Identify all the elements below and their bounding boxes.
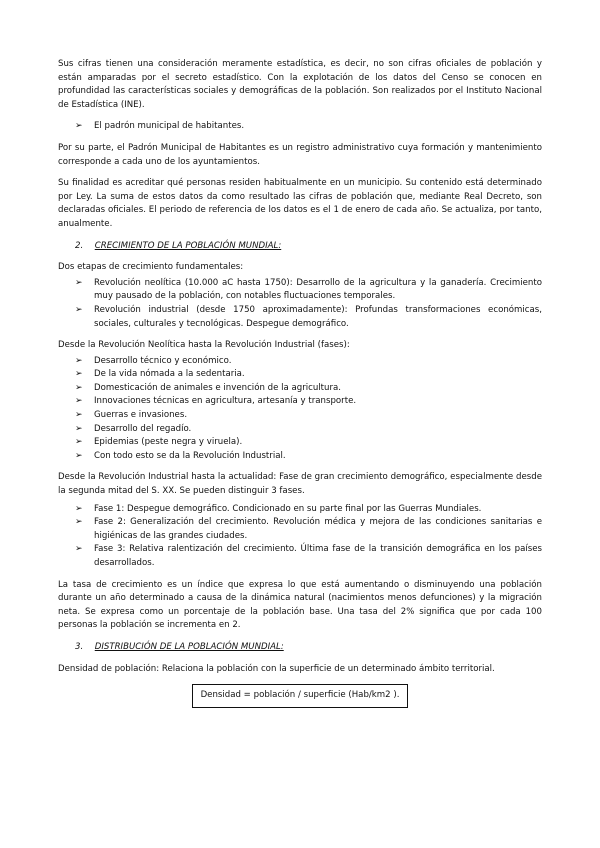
list-item	[58, 436, 542, 450]
list-item	[58, 355, 542, 369]
section-number: 3.	[75, 641, 84, 652]
arrow-bullet-icon: ➢	[75, 437, 83, 448]
list-item-text: Domesticación de animales e invención de la agricultura.	[94, 382, 342, 393]
arrow-bullet-icon: ➢	[75, 517, 83, 528]
paragraph-intro: Sus cifras tienen una consideración meramente estadística, es decir, no son cifras oficiales de población y están amparadas por el secreto estadístico. Con la explotación de los datos del Censo se conocen en profundidad las características sociales y demográficas de la población. Son realizados por el Instituto Nacional de Estadística (INE).	[58, 59, 542, 110]
section-number: 2.	[75, 240, 84, 251]
arrow-bullet-icon: ➢	[75, 355, 83, 366]
paragraph-industrial: Desde la Revolución Industrial hasta la actualidad: Fase de gran crecimiento demográfico, especialmente desde la segunda mitad del S. XX. Se pueden distinguir 3 fases.	[58, 472, 542, 497]
paragraph-padron-1: Por su parte, el Padrón Municipal de Habitantes es un registro administrativo cuya formación y mantenimiento corresponde a cada uno de los ayuntamientos.	[58, 142, 542, 167]
list-item-text: Con todo esto se da la Revolución Industrial.	[94, 450, 286, 461]
arrow-bullet-icon: ➢	[75, 277, 83, 288]
arrow-bullet-icon: ➢	[75, 369, 83, 380]
bullet-padron	[58, 120, 542, 134]
list-item	[58, 516, 542, 543]
list-item	[58, 409, 542, 423]
list-item-text: Epidemias (peste negra y viruela).	[94, 437, 243, 448]
bullet-padron-text: El padrón municipal de habitantes.	[94, 121, 245, 132]
arrow-bullet-icon: ➢	[75, 382, 83, 393]
arrow-bullet-icon: ➢	[75, 121, 83, 132]
list-item	[58, 277, 542, 304]
density-formula-box: Densidad = población / superficie (Hab/km2 ).	[192, 684, 409, 708]
arrow-bullet-icon: ➢	[75, 396, 83, 407]
list-item-text: Desarrollo del regadío.	[94, 423, 192, 434]
list-item	[58, 304, 542, 331]
list-item	[58, 503, 542, 517]
arrow-bullet-icon: ➢	[75, 450, 83, 461]
list-etapas	[58, 277, 542, 331]
paragraph-padron-2: Su finalidad es acreditar qué personas residen habitualmente en un municipio. Su contenido está determinado por Ley. La suma de estos datos da como resultado las cifras de población que, mediante Real Decreto, son declaradas oficiales. El periodo de referencia de los datos es el 1 de enero de cada año. Se actualiza, por tanto, anualmente.	[58, 178, 542, 229]
list-item-text: Desarrollo técnico y económico.	[94, 355, 232, 366]
section-heading-crecimiento	[58, 240, 542, 254]
list-item	[58, 543, 542, 570]
list-item	[58, 395, 542, 409]
arrow-bullet-icon: ➢	[75, 503, 83, 514]
document-body	[58, 58, 542, 708]
list-item	[58, 450, 542, 464]
section-heading-distribucion	[58, 641, 542, 655]
section-title: CRECIMIENTO DE LA POBLACIÓN MUNDIAL:	[94, 240, 282, 251]
list-item-text: Revolución neolítica (10.000 aC hasta 1750): Desarrollo de la agricultura y la ganadería. Crecimiento muy pausado de la población, con notables fluctuaciones temporales.	[94, 277, 542, 302]
list-item-text: Guerras e invasiones.	[94, 410, 188, 421]
list-item-text: De la vida nómada a la sedentaria.	[94, 369, 245, 380]
paragraph-densidad: Densidad de población: Relaciona la población con la superficie de un determinado ámbito territorial.	[58, 663, 495, 674]
list-item-text: Fase 2: Generalización del crecimiento. Revolución médica y mejora de las condiciones sanitarias e higiénicas de las grandes ciudades.	[94, 517, 542, 541]
list-item	[58, 382, 542, 396]
paragraph-neolitica: Desde la Revolución Neolítica hasta la Revolución Industrial (fases):	[58, 340, 350, 351]
paragraph-etapas: Dos etapas de crecimiento fundamentales:	[58, 262, 244, 273]
list-fases-industrial	[58, 503, 542, 571]
formula-container	[58, 684, 542, 708]
list-item	[58, 423, 542, 437]
arrow-bullet-icon: ➢	[75, 304, 83, 315]
arrow-bullet-icon: ➢	[75, 423, 83, 434]
paragraph-tasa: La tasa de crecimiento es un índice que expresa lo que está aumentando o disminuyendo una población durante un año determinado a causa de la dinámica natural (nacimientos menos defunciones) y la migración neta. Se expresa como un porcentaje de la población base. Una tasa del 2% significa que por cada 100 personas la población se incrementa en 2.	[58, 579, 542, 631]
arrow-bullet-icon: ➢	[75, 410, 83, 421]
list-fases-neolitica	[58, 355, 542, 464]
list-item-text: Innovaciones técnicas en agricultura, artesanía y transporte.	[94, 396, 357, 407]
arrow-bullet-icon: ➢	[75, 544, 83, 555]
list-item-text: Revolución industrial (desde 1750 aproximadamente): Profundas transformaciones económicas, sociales, culturales y tecnológicas. Despegue demográfico.	[94, 304, 542, 329]
section-title: DISTRIBUCIÓN DE LA POBLACIÓN MUNDIAL:	[94, 641, 284, 652]
list-item-text: Fase 3: Relativa ralentización del crecimiento. Última fase de la transición demográfica en los países desarrollados.	[94, 544, 542, 568]
list-item-text: Fase 1: Despegue demográfico. Condicionado en su parte final por las Guerras Mundiales.	[94, 503, 482, 514]
list-item	[58, 368, 542, 382]
